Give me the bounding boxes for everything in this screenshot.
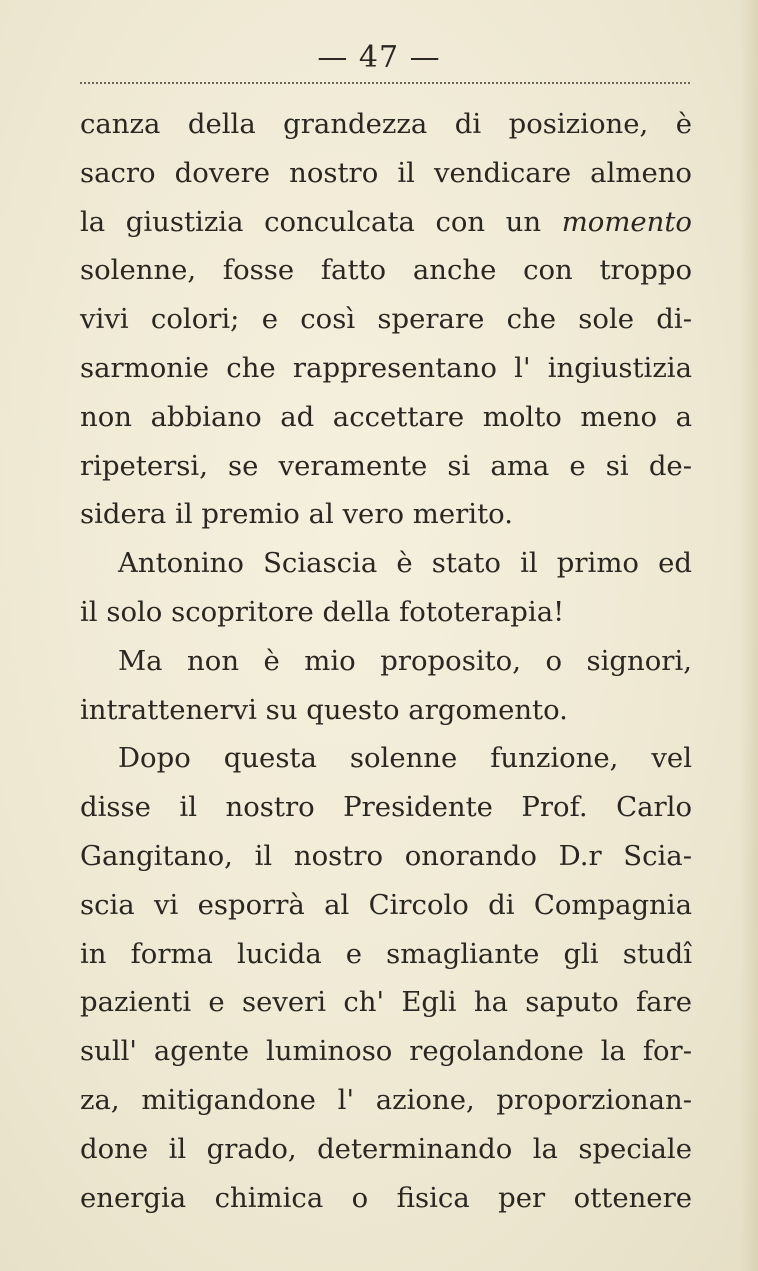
body-text <box>80 100 692 1222</box>
text-line: disse il nostro Presidente Prof. Carlo <box>80 791 692 824</box>
header-rule <box>80 82 690 84</box>
text-line: il solo scopritore della fototerapia! <box>80 595 565 628</box>
text-line: sacro dovere nostro il vendicare almeno <box>80 156 692 189</box>
text-line: in forma lucida e smagliante gli studî <box>80 937 692 970</box>
text-line: Antonino Sciascia è stato il primo ed <box>118 547 692 580</box>
text-line: za, mitigandone l' azione, proporzionan- <box>80 1083 692 1116</box>
text-line: Dopo questa solenne funzione, vel <box>118 742 692 775</box>
text-line: non abbiano ad accettare molto meno a <box>80 400 692 433</box>
text-line: Ma non è mio proposito, o signori, <box>118 644 692 677</box>
text-line: intrattenervi su questo argomento. <box>80 693 568 726</box>
text-line: vivi colori; e così sperare che sole di- <box>80 303 692 336</box>
text-line: done il grado, determinando la speciale <box>80 1132 692 1165</box>
text-line: sarmonie che rappresentano l' ingiustizia <box>80 351 692 384</box>
page-number: — 47 — <box>317 40 441 75</box>
text-line: canza della grandezza di posizione, è <box>80 108 692 140</box>
text-line: sidera il premio al vero merito. <box>80 498 513 531</box>
text-line: scia vi esporrà al Circolo di Compagnia <box>80 888 692 921</box>
text-line: pazienti e severi ch' Egli ha saputo fare <box>80 986 692 1019</box>
text-line-start: la giustizia conculcata con un <box>80 205 542 238</box>
text-line: ripetersi, se veramente si ama e si de- <box>80 449 692 482</box>
italic-word: momento <box>561 205 692 238</box>
text-line: sull' agente luminoso regolandone la for- <box>80 1035 692 1068</box>
text-line: solenne, fosse fatto anche con troppo <box>80 254 692 287</box>
text-line: energia chimica o fisica per ottenere <box>80 1181 692 1214</box>
text-line: Gangitano, il nostro onorando D.r Scia- <box>80 839 692 872</box>
text-line <box>80 198 692 247</box>
page-edge-shadow <box>740 0 758 1271</box>
